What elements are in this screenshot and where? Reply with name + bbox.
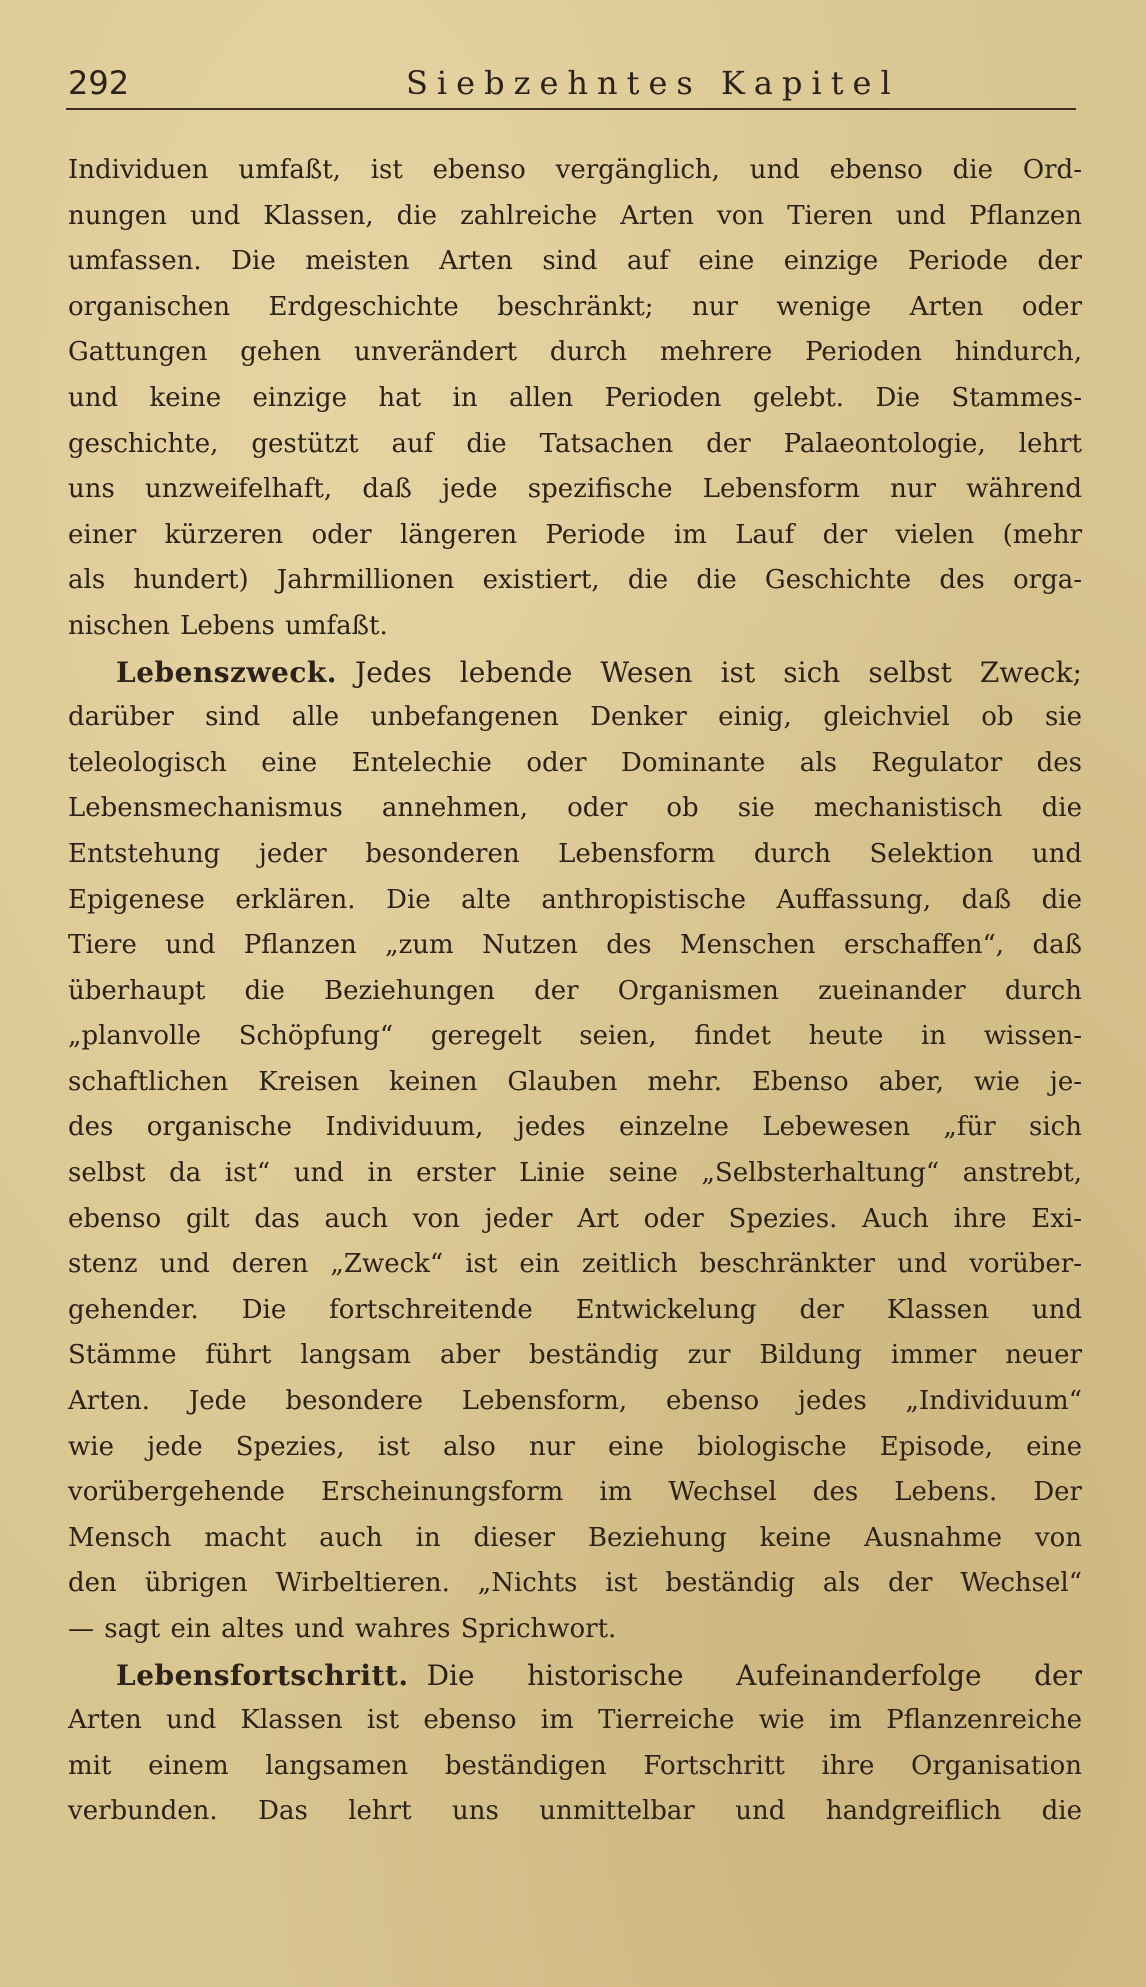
text-line: — sagt ein altes und wahres Sprichwort.	[68, 1614, 617, 1644]
text-line: schaftlichen Kreisen keinen Glauben mehr. Ebenso aber, wie je-	[68, 1066, 1082, 1097]
text-line: einer kürzeren oder längeren Periode im Lauf der vielen (mehr	[68, 519, 1082, 550]
text-line: Mensch macht auch in dieser Beziehung keine Ausnahme von	[68, 1522, 1082, 1553]
body-text	[68, 148, 1082, 1835]
section-sidehead: Lebensfortschritt.	[116, 1658, 409, 1692]
text-line: vorübergehende Erscheinungsform im Wechsel des Lebens. Der	[68, 1477, 1082, 1508]
text-line: den übrigen Wirbeltieren. „Nichts ist beständig als der Wechsel“	[68, 1568, 1082, 1599]
text-line: selbst da ist“ und in erster Linie seine „Selbsterhaltung“ anstrebt,	[68, 1158, 1082, 1189]
text-line: ebenso gilt das auch von jeder Art oder Spezies. Auch ihre Exi-	[68, 1203, 1082, 1234]
paragraph-first-line	[68, 650, 1082, 696]
page-number: 292	[68, 64, 130, 102]
first-line-text: Jedes lebende Wesen ist sich selbst Zweck;	[355, 655, 1082, 689]
text-line: wie jede Spezies, ist also nur eine biologische Episode, eine	[68, 1431, 1082, 1462]
text-line: Stämme führt langsam aber beständig zur Bildung immer neuer	[68, 1340, 1082, 1371]
text-line: Tiere und Pflanzen „zum Nutzen des Menschen erschaffen“, daß	[68, 930, 1082, 961]
first-line-text: Die historische Aufeinanderfolge der	[426, 1658, 1082, 1692]
text-line: gehender. Die fortschreitende Entwickelung der Klassen und	[68, 1294, 1082, 1325]
page-header	[66, 58, 1076, 110]
text-line: stenz und deren „Zweck“ ist ein zeitlich beschränkter und vorüber-	[68, 1249, 1082, 1280]
text-line: geschichte, gestützt auf die Tatsachen der Palaeontologie, lehrt	[68, 428, 1082, 459]
text-line: nungen und Klassen, die zahlreiche Arten von Tieren und Pflanzen	[68, 200, 1082, 231]
text-line: Epigenese erklären. Die alte anthropistische Auffassung, daß die	[68, 884, 1082, 915]
text-line: „planvolle Schöpfung“ geregelt seien, findet heute in wissen-	[68, 1021, 1082, 1052]
text-line: Lebensmechanismus annehmen, oder ob sie mechanistisch die	[68, 793, 1082, 824]
text-line: des organische Individuum, jedes einzelne Lebewesen „für sich	[68, 1112, 1082, 1143]
text-line: umfassen. Die meisten Arten sind auf eine einzige Periode der	[68, 246, 1082, 277]
text-line: Arten. Jede besondere Lebensform, ebenso jedes „Individuum“	[68, 1386, 1082, 1417]
text-line: Gattungen gehen unverändert durch mehrere Perioden hindurch,	[68, 337, 1082, 368]
text-line: teleologisch eine Entelechie oder Dominante als Regulator des	[68, 747, 1082, 778]
text-line: überhaupt die Beziehungen der Organismen zueinander durch	[68, 975, 1082, 1006]
text-line: nischen Lebens umfaßt.	[68, 610, 388, 641]
text-line: verbunden. Das lehrt uns unmittelbar und handgreiflich die	[68, 1796, 1082, 1827]
section-sidehead: Lebenszweck.	[116, 655, 338, 689]
text-line: als hundert) Jahrmillionen existiert, die die Geschichte des orga-	[68, 565, 1082, 596]
text-line: mit einem langsamen beständigen Fortschritt ihre Organisation	[68, 1750, 1082, 1781]
paragraph-first-line	[68, 1653, 1082, 1699]
running-head: Siebzehntes Kapitel	[406, 64, 900, 102]
text-line: Individuen umfaßt, ist ebenso vergänglich, und ebenso die Ord-	[68, 155, 1082, 185]
text-line: uns unzweifelhaft, daß jede spezifische Lebensform nur während	[68, 474, 1082, 505]
text-line: organischen Erdgeschichte beschränkt; nur wenige Arten oder	[68, 291, 1082, 322]
text-line: und keine einzige hat in allen Perioden gelebt. Die Stammes-	[68, 382, 1082, 413]
text-line: Arten und Klassen ist ebenso im Tierreiche wie im Pflanzenreiche	[68, 1705, 1082, 1736]
text-line: Entstehung jeder besonderen Lebensform durch Selektion und	[68, 838, 1082, 869]
text-line: darüber sind alle unbefangenen Denker einig, gleichviel ob sie	[68, 702, 1082, 733]
